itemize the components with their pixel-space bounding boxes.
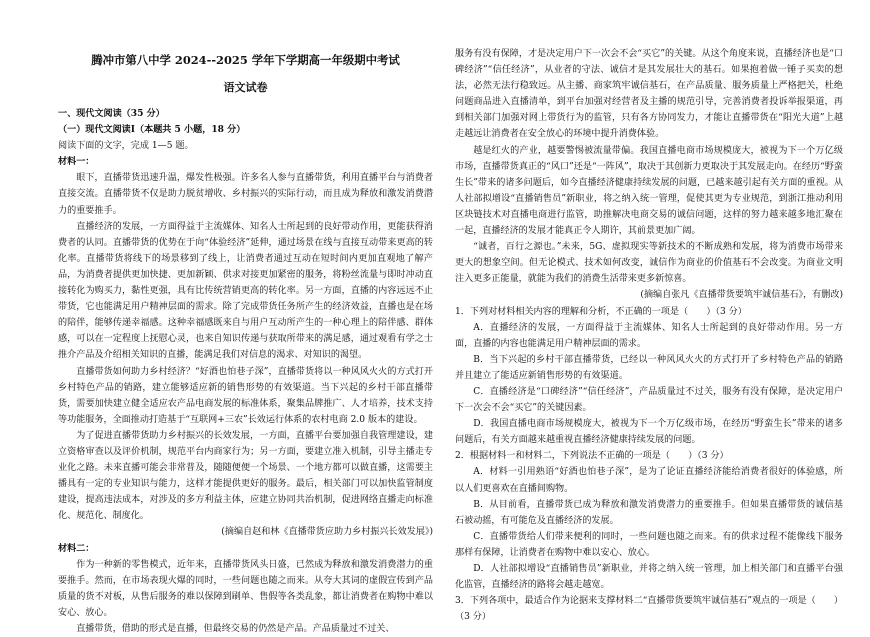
- question-option: A．材料一引用熟语“好酒也怕巷子深”，是为了论证直播经济能给消费者很好的体验感，所以人们更喜欢在直播间购物。: [455, 467, 843, 494]
- question-option: A．直播经济的发展，一方面得益于主流媒体、知名人士所起到的良好带动作用。另一方面，直播的内容也能满足用户精神层面的需求。: [455, 322, 843, 349]
- material2-heading: 材料二：: [58, 542, 95, 554]
- material1-paragraph: 眼下，直播带货迅速升温，爆发性极强。许多名人参与直播带货，利用直播平台与消费者直接交流。直播带货不仅是助力脱贫增收、乡村振兴的实际行动，而且成为释放和激发消费潜力的重要推手。: [58, 173, 433, 216]
- exam-subject: 语文试卷: [223, 81, 268, 94]
- question-option: D．我国直播电商市场规模庞大，被视为下一个万亿级市场，在经历“野蛮生长”带来的诸多问题后，有关方面越来越重视直播经济健康持续发展的问题。: [455, 419, 843, 446]
- material2-paragraph: 直播带货，借助的形式是直播，但最终交易的仍然是产品。产品质量过不过关、: [76, 624, 395, 634]
- material1-paragraph: 直播带货如何助力乡村经济？“好酒也怕巷子深”，直播带货将以一种风风火火的方式打开乡村特色产品的销路，建立能够适应新的销售形势的有效渠道。当下兴起的乡村干部直播带货，需要加快建立健全适应农产品电商发展的标准体系，聚集品牌推广、人才培养，技术支持等功能服务，全面推动打造基于“互联网+三农”长效运行体系的农村电商 2.0 版本的建设。: [58, 366, 433, 425]
- question-stem: 1．下列对材料相关内容的理解和分析，不正确的一项是（ ）（3 分）: [455, 306, 747, 317]
- material2-continued: 服务有没有保障，才是决定用户下一次会不会“买它”的关键。从这个角度来说，直播经济也是“口碑经济”“信任经济”，从业者的守法、诚信才是其发展壮大的基石。如果抱着做一锤子买卖的想法，必然无法行稳致远。从主播、商家筑牢诚信基石，在产品质量、服务质量上严格把关，杜绝问题商品进入直播清单，到平台加强对经营者及主播的规范引导，完善消费者投诉举报渠道，再到相关部门加强对网上带货行为的监管，只有各方协同发力，才能让直播带货在“阳光大道”上越走越远让消费者在安全放心的环境中提升消费体验。: [455, 49, 843, 140]
- material1-heading: 材料一：: [58, 156, 95, 168]
- question-stem: 3．下列各项中，最适合作为论据来支撑材料二“直播带货要筑牢诚信基石”观点的一项是（ ）（3 分）: [455, 596, 843, 623]
- material2-paragraph: “诚者，百行之源也。”未来，5G、虚拟现实等新技术的不断成熟和发展，将为消费市场带来更大的想象空间。但无论模式、技术如何改变，诚信作为商业的价值基石不会改变。为商业文明注入更多正能量，就能为我们的消费生活带来更多新惊喜。: [455, 242, 843, 285]
- exam-title: 腾冲市第八中学 2024--2025 学年下学期高一年级期中考试: [91, 53, 400, 67]
- question-option: C．直播经济是“口碑经济”“信任经济”，产品质量过不过关，服务有没有保障，是决定用户下一次会不会“买它”的关键因素。: [455, 386, 843, 414]
- question-option: B．从目前看，直播带货已成为释放和激发消费潜力的重要推手。但如果直播带货的诚信基石被动摇，有可能危及直播经济的发展。: [455, 499, 843, 526]
- material2-source: (摘编自张凡《直播带货要筑牢诚信基石》，有删改): [640, 290, 843, 301]
- right-column: [455, 46, 843, 625]
- material1-source: (摘编自赵和林《直播带货应助力乡村振兴长效发展》): [221, 527, 433, 538]
- question-option: D．人社部拟增设“直播销售员”新职业，并将之纳入统一管理，加上相关部门和直播平台强化监管，直播经济的路将会越走越宽。: [455, 564, 843, 591]
- question-option: C．直播带货给人们带来便利的同时，一些问题也随之而来。有的供求过程不能像线下服务那样有保障，让消费者在购物中难以安心、放心。: [455, 531, 843, 558]
- left-column: [58, 46, 433, 637]
- question-stem: 2．根据材料一和材料二，下列说法不正确的一项是（ ）（3 分）: [455, 451, 729, 462]
- material2-paragraph: 作为一种新的零售模式，近年来，直播带货风头日盛，已然成为释放和激发消费潜力的重要推手。然而，在市场表现火爆的同时，一些问题也随之而来。从夸大其词的虚假宣传到产品质量的货不对板，从售后服务的难以保障到刷单、售假等各类乱象，都让消费者在购物中难以安心、放心。: [58, 559, 433, 618]
- material1-paragraph: 直播经济的发展，一方面得益于主流媒体、知名人士所起到的良好带动作用，更能获得消费者的认同。直播带货的优势在于向“体验经济”延伸，通过场景在线与直接互动带来更高的转化率。直播带货将线下的场景移到了线上，让消费者通过互动在短时间内更加直观地了解产品，为消费者提供更加快捷、更加新颖、供求对接更加紧密的服务，将粉丝流量与即时冲动直接转化为购买力，黏性更强，具有比传统营销更高的转化率。另一方面，直播的内容远远不止带货，它也能满足用户精神层面的需求。除了完成带货任务所产生的经济效益，直播也是在场的陪伴，能够传递幸福感。这种幸福感既来自与用户互动所产生的一种心理上的陪伴感、群体感，可以在一定程度上抚慰心灵，也来自知识传递与获取所带来的满足感，通过观看有学之士推介产品及介绍相关知识的直播，能满足我们对信息的渴求、对知识的渴望。: [58, 221, 433, 361]
- section-heading: 一、现代文阅读（35 分）: [58, 108, 165, 119]
- question-option: B．当下兴起的乡村干部直播带货，已经以一种风风火火的方式打开了乡村特色产品的销路并且建立了能适应新销售形势的有效渠道。: [455, 354, 843, 381]
- material2-paragraph: 越是红火的产业，越要警惕被流量带偏。我国直播电商市场规模庞大，被视为下一个万亿级市场，直播带货真正的“风口”还是“一阵风”，取决于其创新力更取决于其发展走向。在经历“野蛮生长”带来的诸多问题后，如今直播经济健康持续发展的问题，已越来越引起有关方面的重视。从人社部拟增设“直播销售员”新职业，将之纳入统一管理，促使其更为专业规范，到浙江推动利用区块链技术对直播电商进行监管，助推解决电商交易的诚信问题，这样的努力越来越多地汇聚在一起，直播经济的发展才能真正令人期许，其前景更加广阔。: [455, 145, 843, 237]
- material1-paragraph: 为了促进直播带货助力乡村振兴的长效发展，一方面，直播平台要加强自我管理建设，建立资格审查以及评价机制，规范平台内商家行为；另一方面，要建立准入机制，引导主播走专业化之路。未来直播可能会非常普及，随随便便一个场景、一个地方都可以做直播，这需要主播具有一定的专业知识与能力，这样才能提供更好的服务。最后，相关部门可以加快监管制度建设，提高违法成本，对涉及的多方利益主体，应建立协同共治机制，促进网络直播走向标准化、规范化、制度化。: [58, 430, 433, 522]
- instruction: 阅读下面的文字，完成 1—5 题。: [58, 141, 194, 152]
- subsection-heading: （一）现代文阅读Ⅰ（本题共 5 小题，18 分）: [58, 124, 246, 136]
